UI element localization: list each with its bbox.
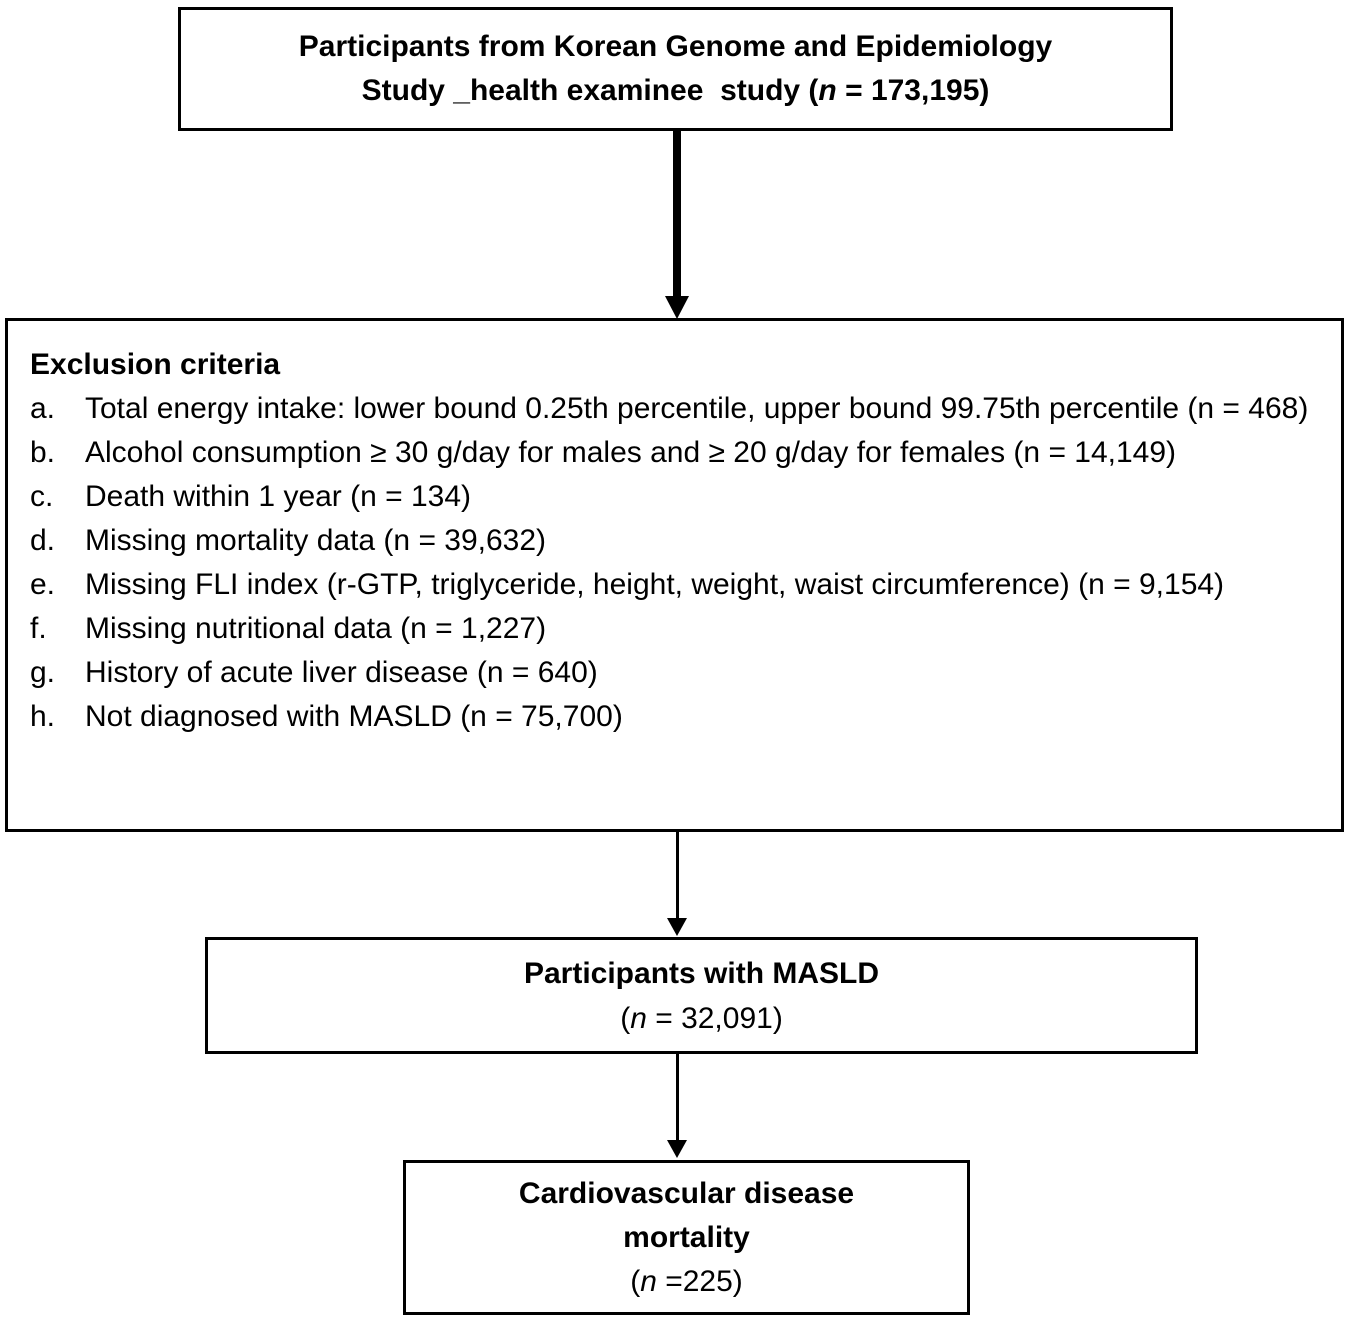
exclusion-item-label: d. (30, 524, 56, 557)
exclusion-item-e (30, 563, 1323, 607)
source-population-line1: Participants from Korean Genome and Epidemiology (298, 30, 1053, 63)
exclusion-item-b (30, 431, 1323, 475)
arrow-down-icon (667, 1140, 687, 1158)
exclusion-item-text: Total energy intake: lower bound 0.25th percentile, upper bound 99.75th percentile (n = 468) (85, 392, 1309, 425)
arrow-down-icon (665, 296, 689, 319)
cvd-mortality-box (403, 1160, 970, 1315)
exclusion-item-text: Not diagnosed with MASLD (n = 75,700) (85, 700, 623, 733)
masld-count-post: = 32,091) (646, 1001, 783, 1035)
exclusion-item-label: g. (30, 656, 56, 689)
n-symbol: n (630, 1001, 647, 1035)
source-population-line2-pre: Study _health examinee study ( (361, 74, 819, 107)
masld-box-title: Participants with MASLD (523, 956, 880, 990)
masld-box-count (620, 996, 783, 1041)
exclusion-item-f (30, 607, 1323, 651)
exclusion-item-d (30, 519, 1323, 563)
source-population-line2 (362, 69, 990, 113)
exclusion-item-label: a. (30, 392, 56, 425)
exclusion-item-g (30, 651, 1323, 695)
exclusion-item-label: f. (30, 612, 47, 645)
exclusion-item-c (30, 475, 1323, 519)
exclusion-item-label: e. (30, 568, 56, 601)
exclusion-item-text: Death within 1 year (n = 134) (85, 480, 472, 513)
exclusion-item-text: Missing nutritional data (n = 1,227) (85, 612, 547, 645)
cvd-count-post: =225) (656, 1264, 743, 1298)
arrow-down-icon (667, 918, 687, 936)
masld-participants-box (205, 937, 1198, 1054)
cvd-count-pre: ( (630, 1264, 641, 1298)
arrow-exclusion-to-masld-line (676, 832, 679, 919)
exclusion-item-a (30, 387, 1323, 431)
arrow-masld-to-cvd-line (676, 1053, 679, 1141)
exclusion-item-text: Missing mortality data (n = 39,632) (85, 524, 547, 557)
exclusion-item-label: h. (30, 700, 56, 733)
exclusion-item-text: History of acute liver disease (n = 640) (85, 656, 598, 689)
n-symbol: n (818, 74, 837, 107)
exclusion-item-label: b. (30, 436, 56, 469)
exclusion-item-text: Alcohol consumption ≥ 30 g/day for males and ≥ 20 g/day for females (n = 14,149) (85, 436, 1177, 469)
exclusion-item-text: Missing FLI index (r-GTP, triglyceride, height, weight, waist circumference) (n = 9,154) (85, 568, 1225, 601)
cvd-box-title-line2: mortality (623, 1220, 750, 1254)
masld-count-pre: ( (620, 1001, 631, 1035)
source-population-line2-post: = 173,195) (836, 74, 990, 107)
cvd-box-count (630, 1260, 743, 1304)
exclusion-item-h (30, 695, 1323, 739)
source-population-box (178, 7, 1173, 131)
cvd-box-title-line1: Cardiovascular disease (518, 1176, 855, 1210)
n-symbol: n (640, 1264, 657, 1298)
exclusion-item-label: c. (30, 480, 54, 513)
arrow-source-to-exclusion-line (673, 130, 681, 298)
exclusion-criteria-box (5, 318, 1344, 832)
exclusion-criteria-heading: Exclusion criteria (30, 348, 281, 381)
